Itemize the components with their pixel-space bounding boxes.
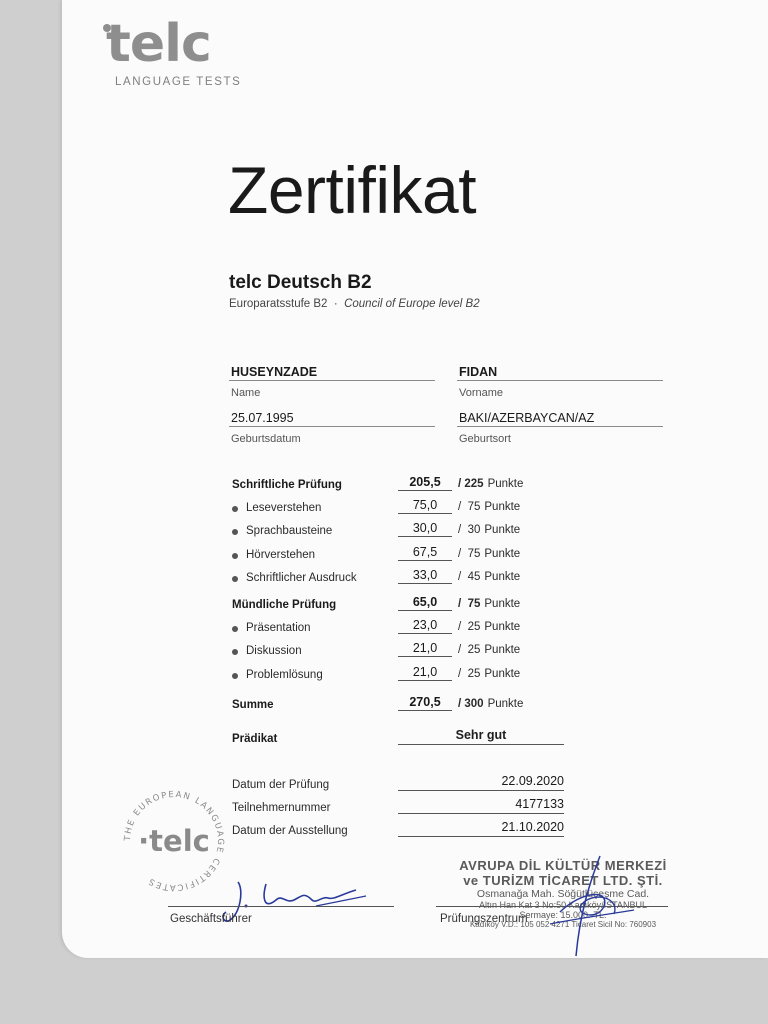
seal-text: THE EUROPEAN LANGUAGE CERTIFICATES: [122, 789, 226, 893]
result-label: Leseverstehen: [246, 502, 322, 514]
points-unit: Punkte: [484, 524, 521, 536]
stamp-line-4: Altın Han Kat 3 No:50 Kadıköy/İSTANBUL: [479, 900, 647, 910]
score-underline: [398, 513, 452, 514]
max-points: / 25: [458, 621, 481, 633]
level-german: Europaratsstufe B2: [229, 298, 328, 310]
points-unit: Punkte: [484, 598, 521, 610]
center-signature: [540, 852, 640, 967]
score-underline: [398, 633, 452, 634]
telc-seal: [118, 785, 230, 897]
detail-line: [398, 836, 564, 837]
surname-line: [229, 380, 435, 381]
result-label: Schriftlicher Ausdruck: [246, 572, 357, 584]
result-score: 30,0: [412, 521, 438, 535]
seal-logo: ·telc: [138, 824, 210, 858]
grade-label: Prädikat: [232, 733, 278, 745]
result-max: [458, 571, 520, 583]
stamp-line-6: Kadıköy V.D.: 105 052 4271 Ticaret Sicil No: 760903: [469, 920, 657, 929]
points-unit: Punkte: [484, 571, 521, 583]
max-points: / 300: [458, 698, 484, 710]
level-separator: ·: [333, 298, 338, 310]
birthplace-value: BAKI/AZERBAYCAN/AZ: [459, 411, 595, 425]
result-score: 21,0: [412, 641, 438, 655]
detail-label: Datum der Prüfung: [232, 779, 330, 791]
stamp-line-2: ve TURİZM TİCARET LTD. ŞTİ.: [463, 873, 663, 888]
logo-subtitle: LANGUAGE TESTS: [115, 76, 242, 88]
bullet-icon: [232, 626, 238, 632]
birthplace-line: [457, 426, 663, 427]
stamp-line-3: Osmanağa Mah. Söğütlüçeşme Cad.: [476, 888, 650, 900]
max-points: / 75: [458, 548, 481, 560]
max-points: / 30: [458, 524, 481, 536]
points-unit: Punkte: [484, 548, 521, 560]
result-score: 33,0: [412, 568, 438, 582]
bullet-icon: [232, 506, 238, 512]
birthplace-label: Geburtsort: [459, 433, 511, 445]
max-points: / 225: [458, 478, 484, 490]
firstname-line: [457, 380, 663, 381]
seal-graphic: [118, 785, 230, 897]
max-points: / 25: [458, 644, 481, 656]
bullet-icon: [232, 673, 238, 679]
grade-line: [398, 744, 564, 745]
telc-logo: telc: [106, 14, 211, 74]
firstname-value: FIDAN: [459, 365, 498, 379]
result-label: Sprachbausteine: [246, 525, 333, 537]
max-points: / 25: [458, 668, 481, 680]
result-score: 67,5: [412, 545, 438, 559]
points-unit: Punkte: [484, 644, 521, 656]
points-unit: Punkte: [484, 501, 521, 513]
director-signature: [216, 870, 376, 935]
result-max: [458, 548, 520, 560]
detail-label: Datum der Ausstellung: [232, 825, 348, 837]
result-score: 21,0: [412, 665, 438, 679]
result-max: [458, 524, 520, 536]
detail-line: [398, 813, 564, 814]
surname-value: HUSEYNZADE: [231, 365, 318, 379]
stamp-line-5: Sermaye: 15.000.-TL.: [519, 910, 607, 920]
detail-value: 21.10.2020: [501, 820, 564, 834]
result-max: [458, 698, 523, 710]
surname-label: Name: [231, 387, 261, 399]
score-underline: [398, 656, 452, 657]
center-label: Prüfungszentrum: [440, 913, 528, 925]
score-underline: [398, 560, 452, 561]
result-label: Diskussion: [246, 645, 302, 657]
result-max: [458, 621, 520, 633]
result-label: Mündliche Prüfung: [232, 599, 337, 611]
result-score: 23,0: [412, 618, 438, 632]
result-score: 75,0: [412, 498, 438, 512]
grade-value: Sehr gut: [455, 728, 507, 742]
detail-value: 22.09.2020: [501, 774, 564, 788]
level-english: Council of Europe level B2: [344, 298, 480, 310]
score-underline: [398, 710, 452, 711]
certificate-title: Zertifikat: [228, 153, 477, 227]
exam-name: telc Deutsch B2: [229, 272, 372, 293]
score-underline: [398, 610, 452, 611]
max-points: / 45: [458, 571, 481, 583]
points-unit: Punkte: [484, 668, 521, 680]
max-points: / 75: [458, 598, 481, 610]
birthdate-label: Geburtsdatum: [231, 433, 301, 445]
detail-line: [398, 790, 564, 791]
result-label: Präsentation: [246, 622, 311, 634]
bullet-icon: [232, 649, 238, 655]
director-label: Geschäftsführer: [170, 913, 252, 925]
result-label: Hörverstehen: [246, 549, 316, 561]
score-underline: [398, 536, 452, 537]
bullet-icon: [232, 529, 238, 535]
detail-label: Teilnehmernummer: [232, 802, 331, 814]
director-line: [168, 906, 394, 907]
result-score: 65,0: [412, 595, 438, 609]
result-label: Schriftliche Prüfung: [232, 479, 342, 491]
birthdate-line: [229, 426, 435, 427]
center-signature-scribble: [540, 852, 640, 962]
firstname-label: Vorname: [459, 387, 504, 399]
result-max: [458, 644, 520, 656]
score-underline: [398, 583, 452, 584]
max-points: / 75: [458, 501, 481, 513]
result-max: [458, 501, 520, 513]
points-unit: Punkte: [487, 478, 524, 490]
score-underline: [398, 680, 452, 681]
result-score: 270,5: [409, 695, 441, 709]
birthdate-value: 25.07.1995: [231, 411, 294, 425]
points-unit: Punkte: [484, 621, 521, 633]
stamp-line-1: AVRUPA DİL KÜLTÜR MERKEZİ: [459, 858, 667, 873]
exam-level: [229, 298, 480, 310]
bullet-icon: [232, 576, 238, 582]
result-label: Summe: [232, 699, 274, 711]
result-label: Problemlösung: [246, 669, 323, 681]
points-unit: Punkte: [487, 698, 524, 710]
score-underline: [398, 490, 452, 491]
result-score: 205,5: [409, 475, 441, 489]
result-max: [458, 668, 520, 680]
result-max: [458, 478, 523, 490]
result-max: [458, 598, 520, 610]
detail-value: 4177133: [515, 797, 564, 811]
bullet-icon: [232, 553, 238, 559]
